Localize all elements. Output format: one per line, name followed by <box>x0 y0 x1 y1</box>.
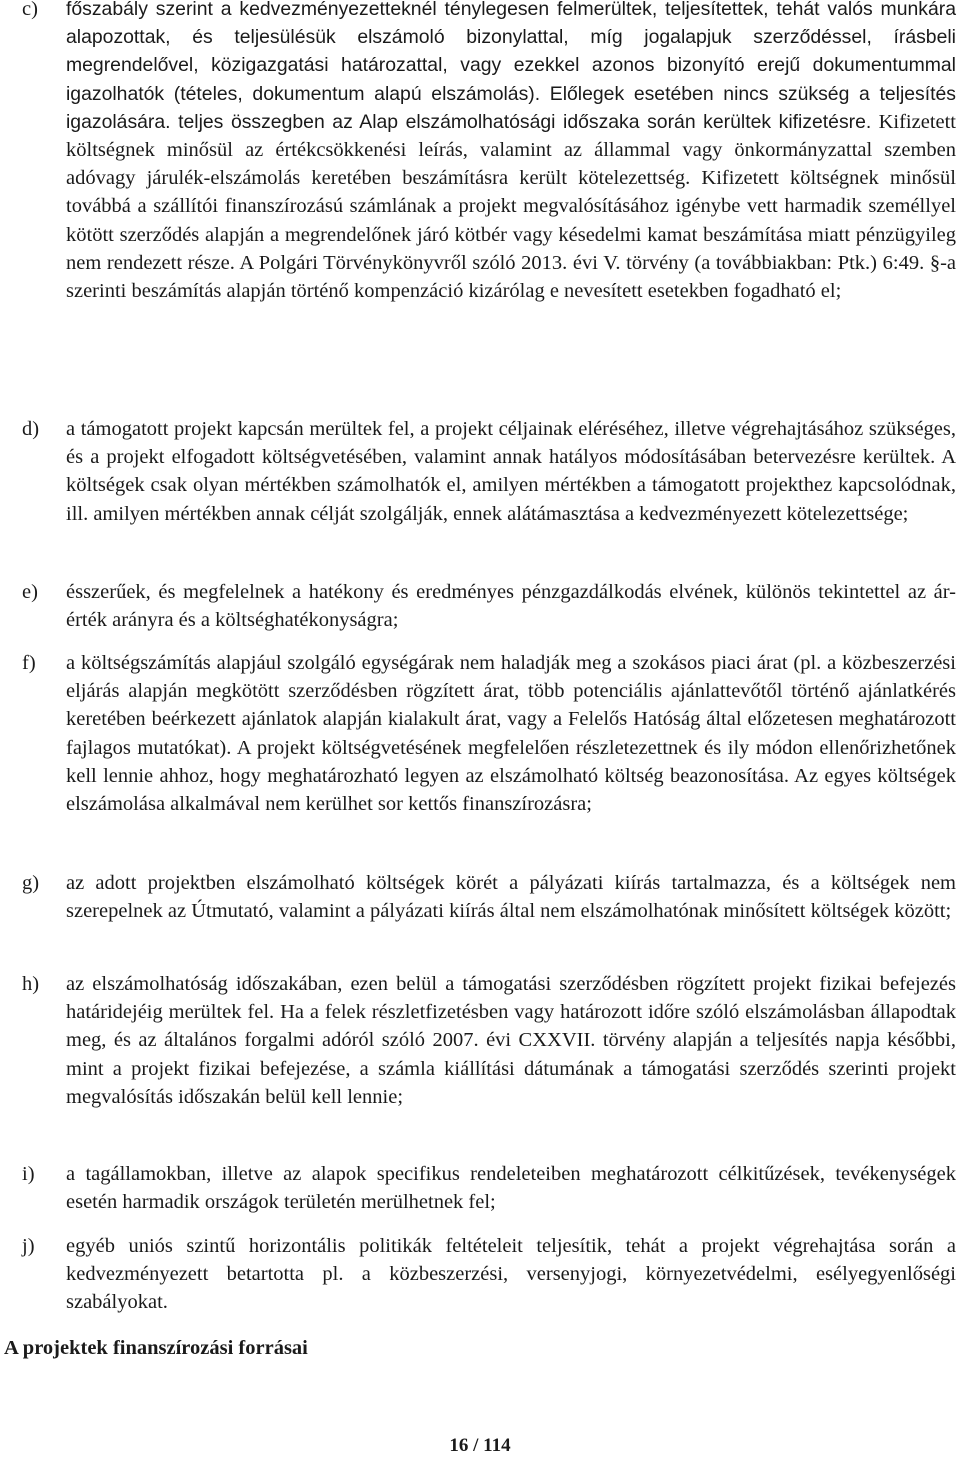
list-item-text-serif-part: Kifizetett költségnek minősül az értékcsökkenési leírás, valamint az állammal vagy önkormányzattal szemben adóvagy járulék-elszámolás keretében beszámításra került kötelezettség. Kifizetett költségnek minősül továbbá a szállítói finanszírozású számlának a projekt megvalósításához igénybe vett harmadik személlyel kötött szerződés alapján a megrendelőnek járó kötbér vagy késedelmi kamat beszámítása miatt pénzügyileg nem rendezett része. A Polgári Törvénykönyvről szóló 2013. évi V. törvény (a továbbiakban: Ptk.) 6:49. §-a szerinti beszámítás alapján történő kompenzáció kizárólag e nevesített esetekben fogadható el; <box>66 110 956 303</box>
list-item-e <box>22 578 956 634</box>
list-item-h <box>22 970 956 1111</box>
list-item-text: az elszámolhatóság időszakában, ezen belül a támogatási szerződésben rögzített projekt fizikai befejezés határidejéig merültek fel. Ha a felek részletfizetésben vagy határozott időre szóló elszámolásban állapodtak meg, és az általános forgalmi adóról szóló 2007. évi CXXVII. törvény alapján a teljesítés napja későbbi, mint a projekt fizikai befejezése, a számla kiállítási dátumának a támogatási szerződés szerinti projekt megvalósítás időszakán belül kell lennie; <box>66 973 956 1108</box>
list-item-text: a költségszámítás alapjául szolgáló egységárak nem haladják meg a szokásos piaci árat (pl. a közbeszerzési eljárás alapján megkötött szerződésben rögzített árat, több potenciális ajánlattevőtől történő ajánlatkérés keretében beérkezett ajánlatok alapján kialakult árat, vagy a Felelős Hatóság által előzetesen meghatározott fajlagos mutatókat). A projekt költségvetésének megfelelően részletezettnek és ily módon ellenőrizhetőnek kell lennie ahhoz, hogy meghatározható legyen az elszámolható költség beazonosítása. Az egyes költségek elszámolása alkalmával nem kerülhet sor kettős finanszírozásra; <box>66 652 956 816</box>
list-item-text: a tagállamokban, illetve az alapok specifikus rendeleteiben meghatározott célkitűzések, tevékenységek esetén harmadik országok területén merülhetnek fel; <box>66 1163 956 1214</box>
list-item-d <box>22 415 956 528</box>
list-marker: d) <box>22 418 40 440</box>
list-item-j <box>22 1232 956 1317</box>
list-item-i <box>22 1160 956 1216</box>
list-item-text-sans-part: főszabály szerint a kedvezményezetteknél ténylegesen felmerültek, teljesítettek, tehát valós munkára alapozottak, és teljesülésük elszámoló bizonylattal, míg jogalapjuk szerződéssel, írásbeli megrendelővel, közigazgatási határozattal, vagy ezekkel azonos bizonyító erejű dokumentummal igazolhatók (tételes, dokumentum alapú elszámolás). Előlegek esetében nincs szükség a teljesítés igazolására. teljes összegben az Alap elszámolhatósági időszaka során kerültek kifizetésre. <box>66 0 956 133</box>
list-marker: f) <box>22 652 36 674</box>
list-marker: e) <box>22 581 38 603</box>
list-item-g <box>22 869 956 925</box>
list-marker: j) <box>22 1235 35 1257</box>
list-item-text <box>66 0 956 305</box>
list-marker: c) <box>22 0 38 20</box>
page-number: 16 / 114 <box>449 1435 511 1456</box>
list-marker: h) <box>22 973 40 995</box>
list-item-text: ésszerűek, és megfelelnek a hatékony és eredményes pénzgazdálkodás elvének, különös tekintettel az ár-érték arányra és a költséghatékonyságra; <box>66 581 956 632</box>
list-item-c <box>22 0 956 305</box>
list-item-f <box>22 649 956 818</box>
list-item-text: egyéb uniós szintű horizontális politikák feltételeit teljesítik, tehát a projekt végrehajtása során a kedvezményezett betartotta pl. a közbeszerzési, versenyjogi, környezetvédelmi, esélyegyenlőségi szabályokat. <box>66 1235 956 1314</box>
list-item-text: a támogatott projekt kapcsán merültek fel, a projekt céljainak eléréséhez, illetve végrehajtásához szükséges, és a projekt elfogadott költségvetésében, valamint annak hatályos módosításában betervezésre kerültek. A költségek csak olyan mértékben számolhatók el, amilyen mértékben a támogatott projekthez kapcsolódnak, ill. amilyen mértékben annak célját szolgálják, ennek alátámasztása a kedvezményezett kötelezettsége; <box>66 418 956 525</box>
section-heading: A projektek finanszírozási forrásai <box>4 1337 308 1359</box>
list-marker: i) <box>22 1163 35 1185</box>
list-marker: g) <box>22 872 40 894</box>
list-item-text: az adott projektben elszámolható költségek körét a pályázati kiírás tartalmazza, és a költségek nem szerepelnek az Útmutató, valamint a pályázati kiírás által nem elszámolhatónak minősített költségek között; <box>66 872 956 923</box>
